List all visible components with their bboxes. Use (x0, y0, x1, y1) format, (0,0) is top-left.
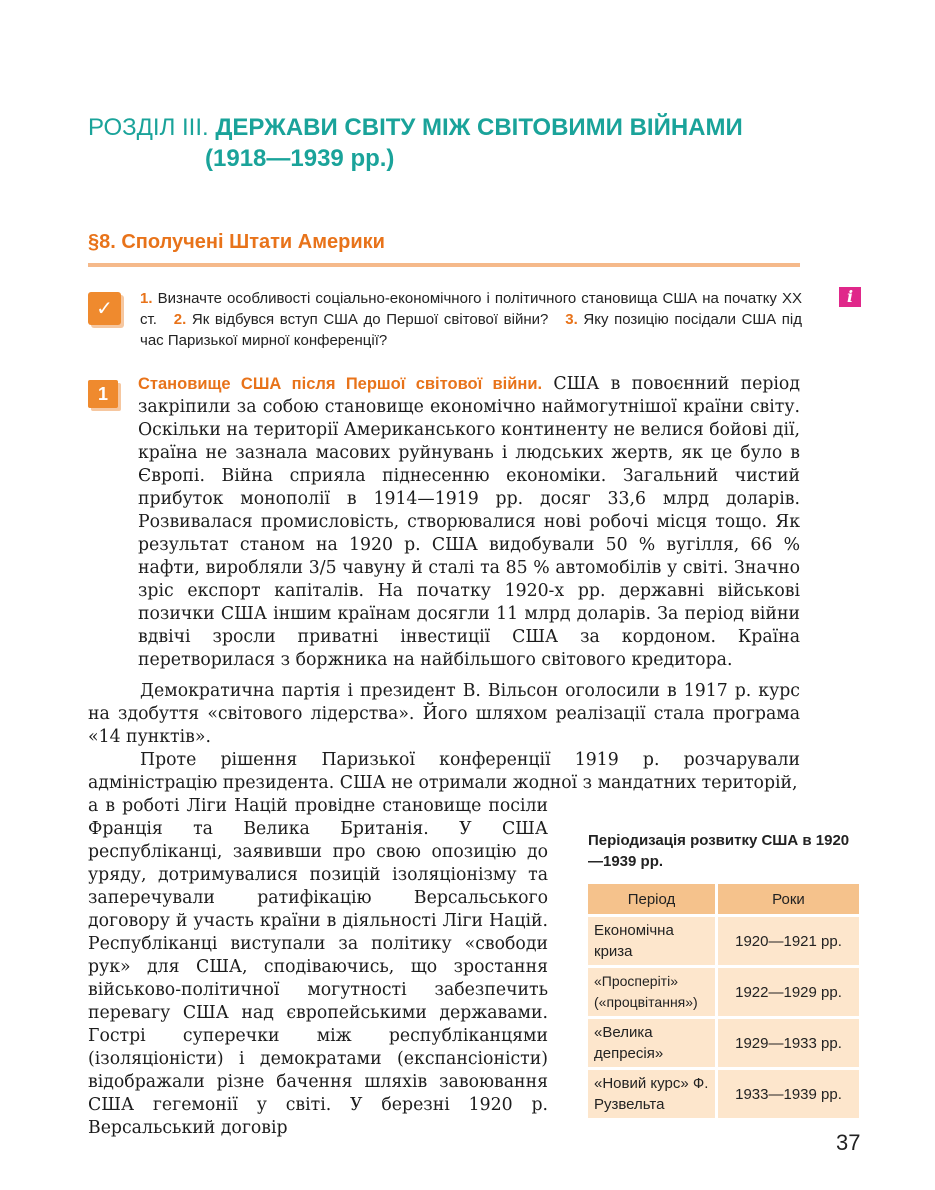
paragraph-number: 1 (88, 380, 118, 408)
table-header-years: Роки (718, 884, 859, 914)
table-caption: Періодизація розвитку США в 1920—1939 рр. (588, 832, 850, 870)
question-text: Яку позицію посідали США під час Паризької мирної конференції? (140, 311, 802, 349)
question-text: Як відбувся вступ США до Першої світової війни? (191, 311, 549, 328)
paragraph-1 (88, 373, 800, 672)
table-row (588, 1019, 859, 1067)
section-divider (88, 263, 800, 267)
paragraph-text: Демократична партія і президент В. Вільсон оголосили в 1917 р. курс на здобуття «світового лідерства». Його шляхом реалізації стала програма «14 пунктів». (88, 681, 800, 747)
section-title: §8. Сполучені Штати Америки (88, 231, 385, 253)
checkmark-icon: ✓ (88, 292, 121, 325)
page-number: 37 (836, 1130, 861, 1155)
chapter-prefix: РОЗДІЛ III. (88, 114, 209, 141)
question-number: 2. (173, 311, 187, 328)
table-cell-period: Економічна криза (588, 917, 715, 965)
table-cell-years: 1922—1929 рр. (718, 968, 859, 1016)
review-questions (140, 288, 802, 351)
chapter-heading (88, 112, 743, 172)
table-cell-years: 1920—1921 рр. (718, 917, 859, 965)
table-row (588, 1070, 859, 1118)
table-row (588, 968, 859, 1016)
paragraph-3 (88, 749, 800, 795)
paragraph-2 (88, 680, 800, 749)
paragraph-3-continued: а в роботі Ліги Націй провідне становище посіли Франція та Велика Британія. У США республіканці, заявивши про свою опозицію до уряду, дотримувалися позицій ізоляціонізму та заперечували ратифікацію Версальського договору й участь країни в діяльності Ліги Націй. Республіканці виступали за політику «свободи рук» для США, сподіваючись, що зростання військово-політичної могутності забезпечить перевагу США над європейськими державами. Гострі суперечки між республіканцями (ізоляціоністи) і демократами (експансіоністи) відображали різне бачення шляхів завоювання США гегемонії у світі. У березні 1920 р. Версальський договір (88, 796, 548, 1138)
table-header-period: Період (588, 884, 715, 914)
table-cell-years: 1929—1933 рр. (718, 1019, 859, 1067)
info-icon: i (839, 287, 861, 307)
question-number: 3. (565, 311, 578, 328)
table-cell-period: «Просперіті» («процвітання») (588, 968, 715, 1016)
chapter-title: ДЕРЖАВИ СВІТУ МІЖ СВІТОВИМИ ВІЙНАМИ (215, 114, 743, 141)
table-cell-years: 1933—1939 рр. (718, 1070, 859, 1118)
table-cell-period: «Велика депресія» (588, 1019, 715, 1067)
chapter-years: (1918—1939 рр.) (205, 145, 395, 172)
paragraph-text: Проте рішення Паризької конференції 1919 р. розчарували адміністрацію президента. США не отримали жодної з мандатних територій, (88, 750, 800, 793)
periodization-table (585, 881, 862, 1121)
table-row (588, 917, 859, 965)
paragraph-heading: Становище США після Першої світової війни. (138, 375, 543, 393)
paragraph-text: США в повоєнний період закріпили за собою становище економічно наймогутнішої країни світу. Оскільки на території Американського континенту не велися бойові дії, країна не зазнала масових руйнувань і людських жертв, як це було в Європі. Війна сприяла піднесенню економіки. Загальний чистий прибуток монополії в 1914—1919 рр. досяг 33,6 млрд доларів. Розвивалася промисловість, створювалися нові робочі місця тощо. Як результат станом на 1920 р. США видобували 50 % вугілля, 66 % нафти, виробляли 3/5 чавуну й сталі та 85 % автомобілів у світі. Значно зріс експорт капіталів. На початку 1920-х рр. державні військові позички США іншим країнам досягли 11 млрд доларів. За період війни вдвічі зросли приватні інвестиції США за кордоном. Країна перетворилася з боржника на найбільшого світового кредитора. (138, 374, 800, 670)
question-number: 1. (140, 290, 153, 307)
question-text: Визначте особливості соціально-економічного і політичного становища США на початку XX ст. (140, 290, 802, 328)
table-cell-period: «Новий курс» Ф. Рузвельта (588, 1070, 715, 1118)
